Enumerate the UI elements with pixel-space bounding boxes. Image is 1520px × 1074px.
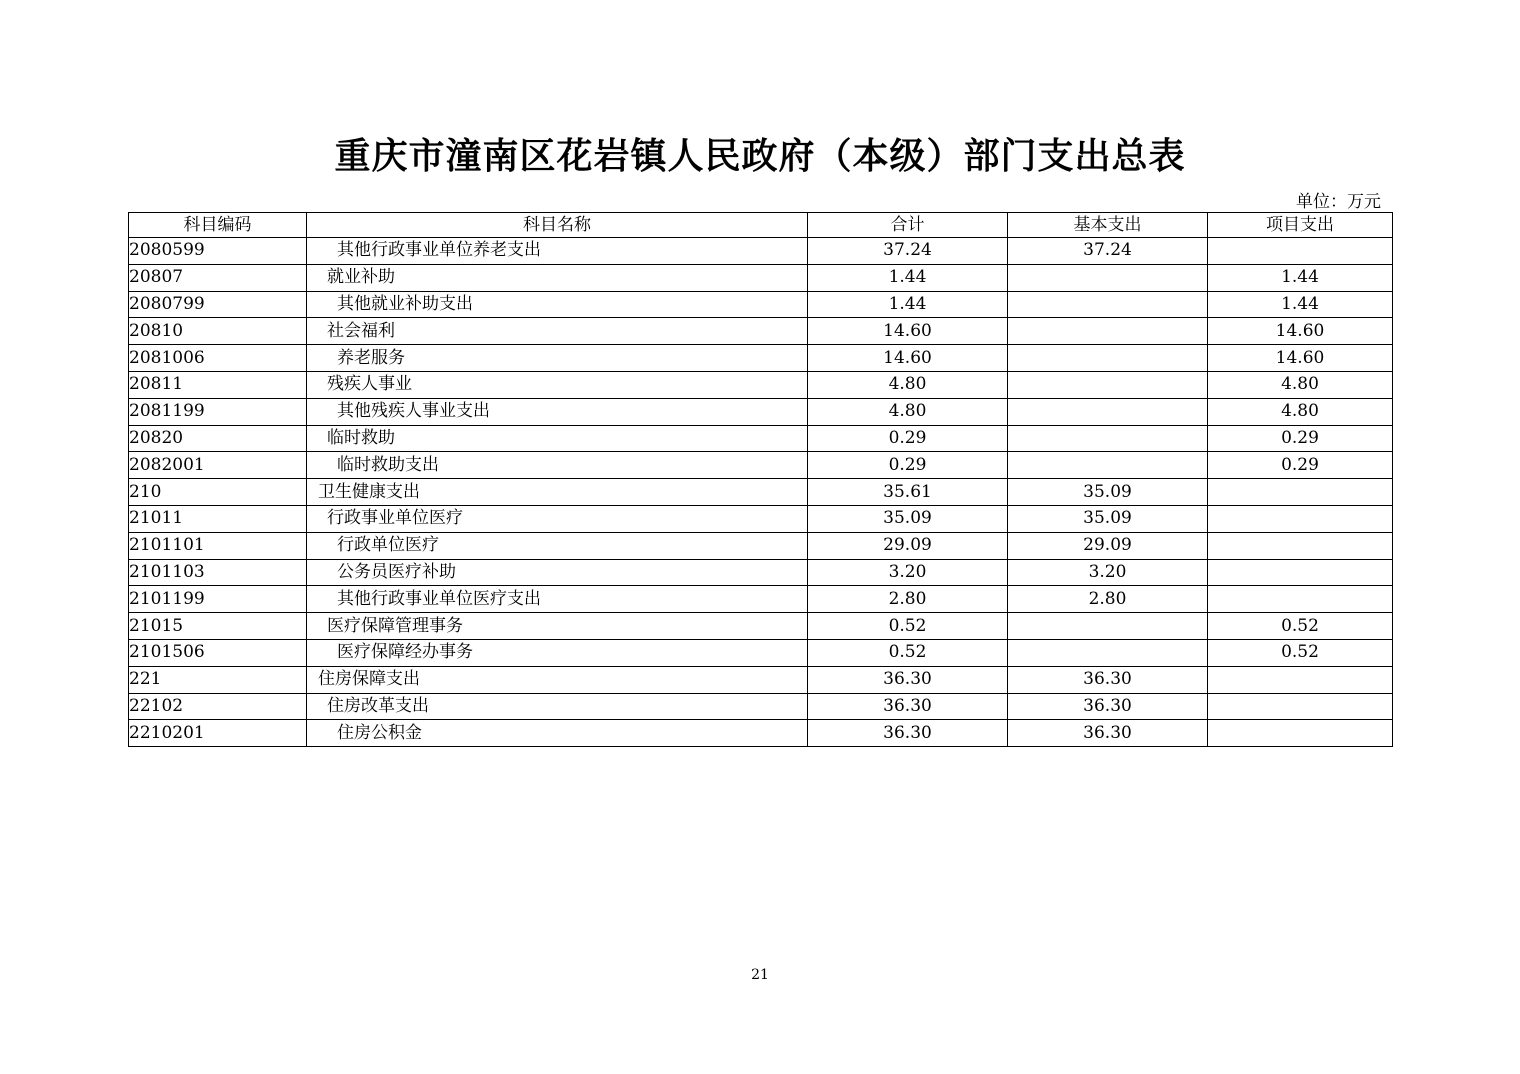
cell-name: 医疗保障管理事务 [307, 613, 808, 640]
header-code: 科目编码 [129, 213, 307, 238]
cell-name: 临时救助 [307, 425, 808, 452]
cell-name: 住房保障支出 [307, 666, 808, 693]
cell-total: 14.60 [808, 318, 1008, 345]
cell-total: 0.52 [808, 613, 1008, 640]
cell-project: 0.29 [1208, 452, 1393, 479]
cell-project [1208, 586, 1393, 613]
cell-project [1208, 720, 1393, 747]
cell-basic: 37.24 [1008, 238, 1208, 265]
cell-total: 0.29 [808, 452, 1008, 479]
cell-basic: 36.30 [1008, 720, 1208, 747]
header-name: 科目名称 [307, 213, 808, 238]
cell-code: 2081006 [129, 345, 307, 372]
cell-project: 4.80 [1208, 371, 1393, 398]
cell-project [1208, 559, 1393, 586]
cell-total: 36.30 [808, 693, 1008, 720]
table-row [129, 238, 1393, 265]
cell-project: 0.52 [1208, 639, 1393, 666]
cell-basic: 29.09 [1008, 532, 1208, 559]
cell-code: 2101199 [129, 586, 307, 613]
cell-name: 其他就业补助支出 [307, 291, 808, 318]
cell-total: 4.80 [808, 371, 1008, 398]
table-row [129, 505, 1393, 532]
cell-basic [1008, 291, 1208, 318]
cell-code: 20820 [129, 425, 307, 452]
cell-code: 2080799 [129, 291, 307, 318]
table-row [129, 345, 1393, 372]
cell-total: 3.20 [808, 559, 1008, 586]
cell-name: 行政事业单位医疗 [307, 505, 808, 532]
cell-project: 1.44 [1208, 291, 1393, 318]
expenditure-table [128, 212, 1393, 747]
cell-project [1208, 666, 1393, 693]
cell-project: 14.60 [1208, 345, 1393, 372]
cell-basic [1008, 639, 1208, 666]
cell-basic [1008, 264, 1208, 291]
header-total: 合计 [808, 213, 1008, 238]
table-row [129, 559, 1393, 586]
cell-total: 35.61 [808, 479, 1008, 506]
table-row [129, 264, 1393, 291]
cell-name: 其他行政事业单位养老支出 [307, 238, 808, 265]
table-row [129, 291, 1393, 318]
table-header-row [129, 213, 1393, 238]
header-project: 项目支出 [1208, 213, 1393, 238]
cell-name: 临时救助支出 [307, 452, 808, 479]
table-row [129, 452, 1393, 479]
cell-name: 就业补助 [307, 264, 808, 291]
cell-total: 29.09 [808, 532, 1008, 559]
cell-code: 2081199 [129, 398, 307, 425]
cell-name: 住房公积金 [307, 720, 808, 747]
cell-basic [1008, 613, 1208, 640]
cell-total: 0.29 [808, 425, 1008, 452]
cell-name: 其他行政事业单位医疗支出 [307, 586, 808, 613]
cell-project [1208, 238, 1393, 265]
cell-basic [1008, 452, 1208, 479]
cell-code: 21011 [129, 505, 307, 532]
table-body [129, 238, 1393, 747]
cell-code: 221 [129, 666, 307, 693]
cell-basic [1008, 318, 1208, 345]
cell-project [1208, 693, 1393, 720]
cell-name: 卫生健康支出 [307, 479, 808, 506]
cell-name: 行政单位医疗 [307, 532, 808, 559]
cell-basic [1008, 371, 1208, 398]
cell-total: 36.30 [808, 720, 1008, 747]
table-row [129, 639, 1393, 666]
cell-basic [1008, 345, 1208, 372]
cell-name: 公务员医疗补助 [307, 559, 808, 586]
cell-basic: 35.09 [1008, 505, 1208, 532]
cell-project: 0.29 [1208, 425, 1393, 452]
cell-project: 1.44 [1208, 264, 1393, 291]
cell-basic: 36.30 [1008, 693, 1208, 720]
cell-code: 2082001 [129, 452, 307, 479]
cell-code: 2080599 [129, 238, 307, 265]
page-title: 重庆市潼南区花岩镇人民政府（本级）部门支出总表 [334, 135, 1186, 177]
table-row [129, 425, 1393, 452]
cell-total: 1.44 [808, 264, 1008, 291]
cell-code: 20811 [129, 371, 307, 398]
cell-basic [1008, 398, 1208, 425]
cell-total: 1.44 [808, 291, 1008, 318]
cell-basic: 2.80 [1008, 586, 1208, 613]
cell-project: 4.80 [1208, 398, 1393, 425]
table-row [129, 398, 1393, 425]
cell-code: 2101506 [129, 639, 307, 666]
cell-code: 210 [129, 479, 307, 506]
cell-total: 37.24 [808, 238, 1008, 265]
table-row [129, 586, 1393, 613]
cell-name: 其他残疾人事业支出 [307, 398, 808, 425]
cell-code: 21015 [129, 613, 307, 640]
unit-label: 单位：万元 [1296, 192, 1381, 212]
cell-name: 残疾人事业 [307, 371, 808, 398]
cell-total: 0.52 [808, 639, 1008, 666]
cell-code: 22102 [129, 693, 307, 720]
cell-basic: 35.09 [1008, 479, 1208, 506]
cell-code: 2101101 [129, 532, 307, 559]
cell-name: 住房改革支出 [307, 693, 808, 720]
table-row [129, 666, 1393, 693]
cell-project: 0.52 [1208, 613, 1393, 640]
cell-code: 20807 [129, 264, 307, 291]
cell-project [1208, 532, 1393, 559]
table-row [129, 693, 1393, 720]
cell-code: 2101103 [129, 559, 307, 586]
cell-name: 医疗保障经办事务 [307, 639, 808, 666]
table-row [129, 613, 1393, 640]
cell-total: 4.80 [808, 398, 1008, 425]
cell-basic: 36.30 [1008, 666, 1208, 693]
cell-code: 2210201 [129, 720, 307, 747]
table-row [129, 720, 1393, 747]
table-row [129, 318, 1393, 345]
header-basic: 基本支出 [1008, 213, 1208, 238]
cell-total: 14.60 [808, 345, 1008, 372]
cell-project: 14.60 [1208, 318, 1393, 345]
cell-project [1208, 505, 1393, 532]
cell-basic [1008, 425, 1208, 452]
cell-basic: 3.20 [1008, 559, 1208, 586]
page-number: 21 [751, 967, 769, 983]
cell-code: 20810 [129, 318, 307, 345]
cell-name: 养老服务 [307, 345, 808, 372]
cell-project [1208, 479, 1393, 506]
cell-total: 35.09 [808, 505, 1008, 532]
table-row [129, 479, 1393, 506]
table-row [129, 532, 1393, 559]
cell-total: 36.30 [808, 666, 1008, 693]
cell-name: 社会福利 [307, 318, 808, 345]
cell-total: 2.80 [808, 586, 1008, 613]
table-row [129, 371, 1393, 398]
